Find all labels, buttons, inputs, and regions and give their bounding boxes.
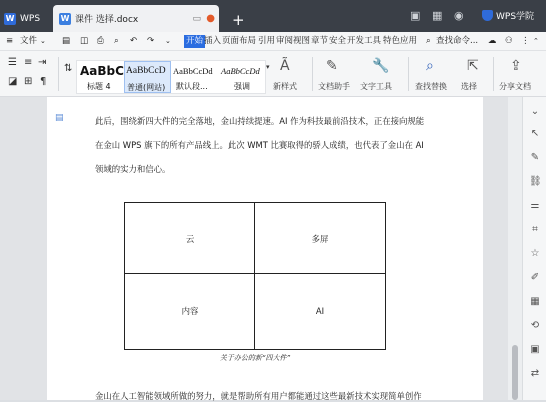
document-page[interactable] [47, 97, 483, 400]
menu-security[interactable]: 安全 [329, 36, 347, 46]
print-icon[interactable]: ⎙ [97, 36, 104, 46]
unsaved-dot-icon[interactable]: ● [206, 13, 215, 24]
menu-bar [0, 32, 546, 51]
menu-developer[interactable]: 开发工具 [347, 36, 382, 46]
edit-doc-icon[interactable]: ✐ [530, 272, 540, 283]
menu-features[interactable]: 特色应用 [383, 36, 418, 46]
nav-icon[interactable]: ⇄ [530, 368, 540, 379]
wps-academy-link[interactable] [482, 9, 534, 22]
assistant-icon: ✎ [326, 58, 338, 74]
indent-icon[interactable]: ⇥ [38, 57, 47, 68]
quick-access-more-icon[interactable]: ⌄ [165, 37, 171, 45]
more-icon[interactable]: ⋮ [521, 36, 530, 46]
save-icon[interactable]: ▤ [62, 36, 71, 46]
cursor-arrow-icon: ⇱ [467, 58, 479, 74]
diagram-divider-horizontal [125, 273, 385, 274]
crop-icon[interactable]: ⌗ [532, 224, 538, 235]
diagram-cell-content: 内容 [181, 306, 199, 316]
right-tool-panel [522, 97, 546, 400]
title-bar [0, 0, 546, 32]
align-left-icon[interactable]: ☰ [8, 57, 17, 68]
tab-wps-home[interactable] [0, 5, 52, 32]
border-icon[interactable]: ⊞ [24, 76, 33, 87]
cursor-icon[interactable]: ↖ [530, 128, 540, 139]
grid-icon[interactable]: ▦ [432, 9, 443, 22]
shield-icon [482, 10, 493, 21]
undo-icon[interactable]: ↶ [130, 36, 138, 46]
style-default-paragraph[interactable] [172, 61, 220, 93]
sort-icon[interactable]: ⇅ [64, 63, 73, 74]
divider [493, 57, 494, 91]
style-default-paragraph-label: 默认段... [176, 82, 208, 91]
body-text-line: 领域的实力和信心。 [95, 164, 171, 174]
style-normal-web-label: 普通(网站) [127, 83, 166, 92]
paragraph-mark-icon[interactable]: ¶ [40, 76, 47, 87]
style-heading4-label: 标题 4 [87, 82, 111, 91]
style-gallery-expand-icon[interactable]: ▾ [266, 63, 270, 71]
collapse-panel-icon[interactable]: ⌄ [530, 106, 540, 117]
menu-references[interactable]: 引用 [258, 36, 276, 46]
menu-home[interactable]: 开始 [186, 36, 204, 46]
divider [312, 57, 313, 91]
diagram-divider-vertical [254, 203, 255, 349]
line-spacing-icon[interactable]: ≡ [24, 57, 33, 68]
user-avatar-icon[interactable]: ◉ [454, 9, 464, 22]
menu-view[interactable]: 视图 [293, 36, 311, 46]
sync-icon[interactable]: ⟲ [530, 320, 540, 331]
tab-document-label: 课件 选择.docx [75, 15, 139, 25]
select-label: 选择 [461, 82, 477, 91]
document-area [0, 97, 512, 400]
link-icon[interactable]: ⛓ [529, 176, 542, 187]
collapse-ribbon-icon[interactable]: ⌃ [533, 37, 539, 45]
vertical-scrollbar[interactable] [508, 97, 522, 400]
menu-chapter[interactable]: 章节 [311, 36, 329, 46]
window-restore-icon[interactable]: ▭ [192, 13, 201, 24]
search-icon[interactable]: ⌕ [426, 36, 431, 46]
print-preview-icon[interactable]: ⌕ [114, 36, 119, 46]
wps-academy-label: WPS学院 [496, 12, 535, 22]
share-icon: ⇪ [510, 58, 522, 74]
style-heading4[interactable] [77, 61, 125, 93]
writer-doc-icon: W [60, 14, 70, 23]
text-tools-label: 文字工具 [360, 82, 392, 91]
new-style-label: 新样式 [273, 82, 297, 91]
diagram-cell-multiscreen: 多屏 [311, 234, 329, 244]
style-heading4-sample: AaBbC [80, 64, 124, 78]
divider [58, 57, 59, 91]
tab-wps-label: WPS [20, 13, 41, 24]
new-style-icon: Ã [280, 58, 290, 74]
wrench-icon: 🔧 [372, 58, 390, 74]
divider [408, 57, 409, 91]
adjust-icon[interactable]: ⚌ [530, 200, 540, 211]
screen-icon[interactable]: ▣ [410, 9, 421, 22]
style-emphasis-label: 强调 [234, 82, 250, 91]
template-icon[interactable]: ◫ [80, 36, 89, 46]
diagram-cell-ai: AI [315, 306, 325, 316]
menu-page-layout[interactable]: 页面布局 [222, 36, 257, 46]
style-emphasis[interactable] [220, 61, 266, 93]
hamburger-icon[interactable]: ≡ [6, 36, 14, 46]
body-text-line: 此后，围绕新四大件的完全落地，金山持续提速。AI 作为科技最前沿技术，正在接向规能 [95, 116, 425, 126]
tab-document[interactable] [53, 5, 219, 32]
body-text-line: 金山在人工智能领域所做的努力，就是帮助所有用户都能通过这些最新技术实现简单创作 [95, 391, 422, 401]
cloud-sync-icon[interactable]: ☁ [488, 36, 497, 46]
style-normal-web[interactable] [124, 61, 171, 93]
text-shading-icon[interactable]: ◪ [8, 76, 18, 87]
table-icon[interactable]: ▦ [530, 296, 540, 307]
ribbon-toolbar [0, 51, 546, 97]
menu-review[interactable]: 审阅 [276, 36, 294, 46]
style-default-paragraph-sample: AaBbCcDd [173, 66, 213, 76]
four-cell-diagram[interactable] [124, 202, 386, 350]
diagram-cell-cloud: 云 [185, 234, 195, 244]
style-normal-web-sample: AaBbCcD [126, 66, 166, 76]
command-search[interactable]: 查找命令... [436, 36, 479, 46]
image-icon[interactable]: ▣ [530, 344, 540, 355]
menu-file[interactable]: 文件 [20, 36, 38, 46]
writing-assistant-label: 文档助手 [318, 82, 350, 91]
share-user-icon[interactable]: ⚇ [505, 36, 513, 46]
wps-logo-icon: W [5, 14, 15, 23]
redo-icon[interactable]: ↷ [147, 36, 155, 46]
find-replace-label: 查找替换 [415, 82, 447, 91]
magnifier-icon: ⌕ [426, 58, 434, 74]
chevron-down-icon[interactable]: ⌄ [40, 37, 46, 45]
star-icon[interactable]: ☆ [530, 248, 540, 259]
menu-insert[interactable]: 插入 [204, 36, 222, 46]
figure-caption: 关于办公的新“四大件” [219, 354, 291, 362]
paragraph-handle-icon[interactable]: ▤ [55, 113, 64, 123]
style-emphasis-sample: AaBbCcDd [221, 66, 260, 76]
new-tab-button[interactable]: + [232, 10, 245, 29]
style-gallery [76, 60, 266, 94]
pencil-icon[interactable]: ✎ [530, 152, 540, 163]
body-text-line: 在金山 WPS 旗下的所有产品线上。此次 WMT 比赛取得的骄人成绩，也代表了金山在 AI [95, 140, 424, 150]
scrollbar-thumb[interactable] [512, 345, 518, 400]
share-document-label: 分享文档 [499, 82, 531, 91]
